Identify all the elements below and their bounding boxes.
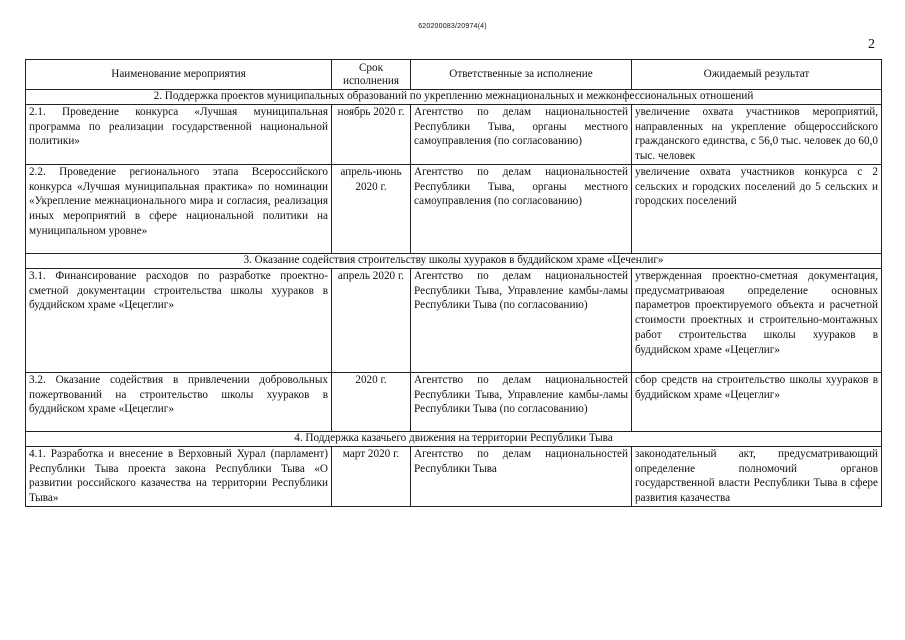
column-header-responsible: Ответственные за исполнение [411,60,632,90]
measure-result: увеличение охвата участников конкурса с 2 сельских и городских поселений до 5 сельских и городских поселений [632,165,882,254]
page-number: 2 [868,37,875,52]
measure-name: 3.2. Оказание содействия в привлечении добровольных пожертвований на строительство школы хуураков в буддийском храме «Цецеглиг» [26,373,332,432]
section-title: 2. Поддержка проектов муниципальных образований по укреплению межнациональных и межконфессиональных отношений [26,90,882,105]
table-row [26,447,882,507]
measure-term: ноябрь 2020 г. [332,105,411,165]
table-row [26,105,882,165]
measure-responsible: Агентство по делам национальностей Республики Тыва, Управление камбы-ламы Республики Тыва (по согласованию) [411,373,632,432]
measure-responsible: Агентство по делам национальностей Республики Тыва, органы местного самоуправления (по согласованию) [411,105,632,165]
table-row [26,269,882,373]
column-header-term: Срок исполнения [332,60,411,90]
measure-name: 4.1. Разработка и внесение в Верховный Хурал (парламент) Республики Тыва проекта закона Республики Тыва «О развитии российского казачества на территории Республики Тыва» [26,447,332,507]
measure-responsible: Агентство по делам национальностей Республики Тыва, Управление камбы-ламы Республики Тыва (по согласованию) [411,269,632,373]
measure-name: 2.2. Проведение регионального этапа Всероссийского конкурса «Лучшая муниципальная практика» по номинации «Укрепление межнационального мира и согласия, реализация иных мероприятий в сфере национальной политики на муниципальном уровне» [26,165,332,254]
measure-responsible: Агентство по делам национальностей Республики Тыва, органы местного самоуправления (по согласованию) [411,165,632,254]
section-row [26,432,882,447]
table-row [26,165,882,254]
section-title: 3. Оказание содействия строительству школы хуураков в буддийском храме «Цеченлиг» [26,254,882,269]
measures-table [25,59,882,507]
measure-term: апрель-июнь 2020 г. [332,165,411,254]
measure-name: 2.1. Проведение конкурса «Лучшая муниципальная программа по реализации государственной национальной политики» [26,105,332,165]
measure-result: увеличение охвата участников мероприятий, направленных на укрепление общероссийского гражданского единства, с 56,0 тыс. человек до 60,0 тыс. человек [632,105,882,165]
measure-result: утвержденная проектно-сметная документация, предусматриваюая определение основных параметров проектируемого объекта и расчетной стоимости проектных и строительно-монтажных работ строительства школы хуураков в буддийском храме «Цецеглиг» [632,269,882,373]
document-code: 620200083/20974(4) [418,23,487,30]
measure-term: 2020 г. [332,373,411,432]
measure-result: законодательный акт, предусматривающий определение полномочий органов государственной власти Республики Тыва в сфере развития казачества [632,447,882,507]
section-title: 4. Поддержка казачьего движения на территории Республики Тыва [26,432,882,447]
table-header-row [26,60,882,90]
measure-result: сбор средств на строительство школы хуураков в буддийском храме «Цецеглиг» [632,373,882,432]
measure-responsible: Агентство по делам национальностей Республики Тыва [411,447,632,507]
measure-name: 3.1. Финансирование расходов по разработке проектно-сметной документации строительства школы хуураков в буддийском храме «Цецеглиг» [26,269,332,373]
column-header-result: Ожидаемый результат [632,60,882,90]
section-row [26,254,882,269]
measure-term: апрель 2020 г. [332,269,411,373]
table-row [26,373,882,432]
section-row [26,90,882,105]
measure-term: март 2020 г. [332,447,411,507]
column-header-name: Наименование мероприятия [26,60,332,90]
